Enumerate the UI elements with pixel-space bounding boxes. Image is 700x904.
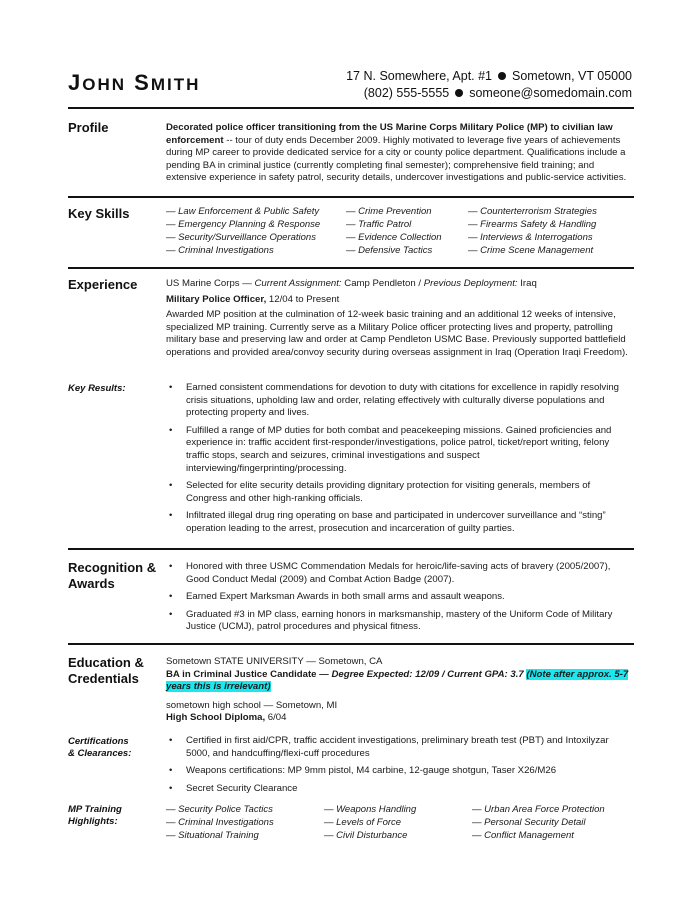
diploma-line: High School Diploma, 6/04 bbox=[166, 712, 287, 724]
training-list bbox=[166, 803, 636, 845]
training-item: — Situational Training bbox=[166, 830, 259, 841]
section-title-experience: Experience bbox=[68, 277, 138, 292]
list-item: • Earned Expert Marksman Awards in both small arms and assault weapons. bbox=[166, 591, 632, 604]
address-line: 17 N. Somewhere, Apt. #1 Sometown, VT 05000 bbox=[346, 69, 632, 83]
section-divider bbox=[68, 267, 634, 269]
email-link[interactable]: someone@somedomain.com bbox=[469, 86, 632, 100]
training-label: MP Training Highlights: bbox=[68, 804, 122, 827]
skill-item: — Law Enforcement & Public Safety bbox=[166, 206, 320, 217]
skill-item: — Security/Surveillance Operations bbox=[166, 232, 316, 243]
experience-summary: Awarded MP position at the culmination of 12-week basic training and an additional 12 weeks of intensive, specialized MP training. Currently serve as a Military Police officer protecting lives and property, patrolling military base and preserving law and order at Camp Pendleton USMC Base. Previously supported battlefield operations and provided area/convoy security during overseas assignment in Iraq (Operation Iraqi Freedom). bbox=[166, 309, 628, 358]
section-title-education: Education & Credentials bbox=[68, 655, 144, 686]
section-title-recognition: Recognition & Awards bbox=[68, 560, 157, 591]
training-item: — Urban Area Force Protection bbox=[472, 804, 605, 815]
bullet-dot-icon bbox=[498, 72, 506, 80]
skill-item: — Defensive Tactics bbox=[346, 245, 433, 256]
profile-text: Decorated police officer transitioning from the US Marine Corps Military Police (MP) to civilian law enforcement -- tour of duty ends December 2009. Highly motivated to leverage five years of achievements during MP career to provide dedicated service for a city or county police department. Qualifications include a pending BA in criminal justice (currently completing final semester); comprehensive field training; and extensive experience in safety patrol, security details, undercover investigations and public-service activities. bbox=[166, 122, 627, 184]
key-results-list bbox=[166, 382, 632, 541]
list-item: • Selected for elite security details providing dignitary protection for visiting generals, members of Congress and other high-ranking officials. bbox=[166, 480, 632, 505]
training-item: — Conflict Management bbox=[472, 830, 574, 841]
section-divider bbox=[68, 196, 634, 198]
training-column-2 bbox=[324, 803, 416, 842]
section-title-profile: Profile bbox=[68, 120, 109, 135]
certifications-list bbox=[166, 735, 632, 800]
key-skills-list bbox=[166, 205, 636, 260]
position-line: Military Police Officer, 12/04 to Present bbox=[166, 293, 340, 305]
skill-item: — Counterterrorism Strategies bbox=[468, 206, 597, 217]
list-item: • Earned consistent commendations for devotion to duty with citations for excellence in rapidly resolving crisis situations, upholding law and order, relating effectively with culturally diverse populations and protecting property and lives. bbox=[166, 382, 632, 420]
candidate-name: JOHN SMITH bbox=[68, 70, 201, 95]
high-school-line: sometown high school — Sometown, MI bbox=[166, 699, 338, 711]
skill-item: — Firearms Safety & Handling bbox=[468, 219, 597, 230]
list-item: • Infiltrated illegal drug ring operating on base and participated in undercover surveillance and “sting” operation leading to the arrest, prosecution and incarceration of guilty parties. bbox=[166, 510, 632, 535]
training-item: — Levels of Force bbox=[324, 817, 402, 828]
training-item: — Security Police Tactics bbox=[166, 804, 273, 815]
skill-item: — Emergency Planning & Response bbox=[166, 219, 321, 230]
employer-line: US Marine Corps — Current Assignment: Camp Pendleton / Previous Deployment: Iraq bbox=[166, 278, 537, 289]
contact-block bbox=[346, 68, 632, 102]
skill-item: — Crime Scene Management bbox=[468, 245, 594, 256]
awards-list bbox=[166, 561, 632, 639]
phone-email-line: (802) 555-5555 someone@somedomain.com bbox=[363, 86, 632, 100]
list-item: • Weapons certifications: MP 9mm pistol, M4 carbine, 12-gauge shotgun, Taser X26/M26 bbox=[166, 765, 632, 778]
section-title-key-skills: Key Skills bbox=[68, 206, 130, 221]
training-item: — Criminal Investigations bbox=[166, 817, 274, 828]
skill-item: — Interviews & Interrogations bbox=[468, 232, 593, 243]
list-item: • Secret Security Clearance bbox=[166, 783, 632, 796]
skill-item: — Evidence Collection bbox=[346, 232, 442, 243]
skills-column-2 bbox=[346, 205, 442, 257]
list-item: • Graduated #3 in MP class, earning honors in marksmanship, mastery of the Uniform Code of Military Justice (UCMJ), patrol procedures and physical fitness. bbox=[166, 609, 632, 634]
section-divider bbox=[68, 643, 634, 645]
list-item: • Certified in first aid/CPR, traffic accident investigations, preliminary breath test (PBT) and Intoxilyzar 5000, and handcuffing/flexi-cuff procedures bbox=[166, 735, 632, 760]
university-line: Sometown STATE UNIVERSITY — Sometown, CA bbox=[166, 656, 383, 667]
bullet-dot-icon bbox=[455, 89, 463, 97]
training-item: — Personal Security Detail bbox=[472, 817, 586, 828]
skill-item: — Traffic Patrol bbox=[346, 219, 412, 230]
section-divider bbox=[68, 107, 634, 109]
skills-column-3 bbox=[468, 205, 597, 257]
key-results-label: Key Results: bbox=[68, 383, 126, 394]
training-item: — Civil Disturbance bbox=[324, 830, 408, 841]
experience-header bbox=[166, 278, 632, 360]
training-item: — Weapons Handling bbox=[324, 804, 417, 815]
section-divider bbox=[68, 548, 634, 550]
highlighted-note: (Note after approx. 5-7 years this is irrelevant) bbox=[166, 668, 629, 693]
skills-column-1 bbox=[166, 205, 320, 257]
training-column-3 bbox=[472, 803, 605, 842]
list-item: • Honored with three USMC Commendation Medals for heroic/life-saving acts of bravery (2005/2007), Good Conduct Medal (2009) and Combat Action Badge (2007). bbox=[166, 561, 632, 586]
training-column-1 bbox=[166, 803, 274, 842]
skill-item: — Crime Prevention bbox=[346, 206, 432, 217]
education-entries bbox=[166, 656, 632, 725]
certifications-label: Certifications & Clearances: bbox=[68, 736, 132, 759]
degree-line: BA in Criminal Justice Candidate — Degree Expected: 12/09 / Current GPA: 3.7 (Note after approx. 5-7 years this is irrelevant) bbox=[166, 668, 629, 693]
skill-item: — Criminal Investigations bbox=[166, 245, 274, 256]
list-item: • Fulfilled a range of MP duties for both combat and peacekeeping missions. Gained proficiencies and experience in: traffic accident first-responder/investigations, police patrol, ticket/report writing, felony traffic stops, search and seizures, criminal investigations and suspect interviewing/fingerprinting/processing. bbox=[166, 425, 632, 475]
